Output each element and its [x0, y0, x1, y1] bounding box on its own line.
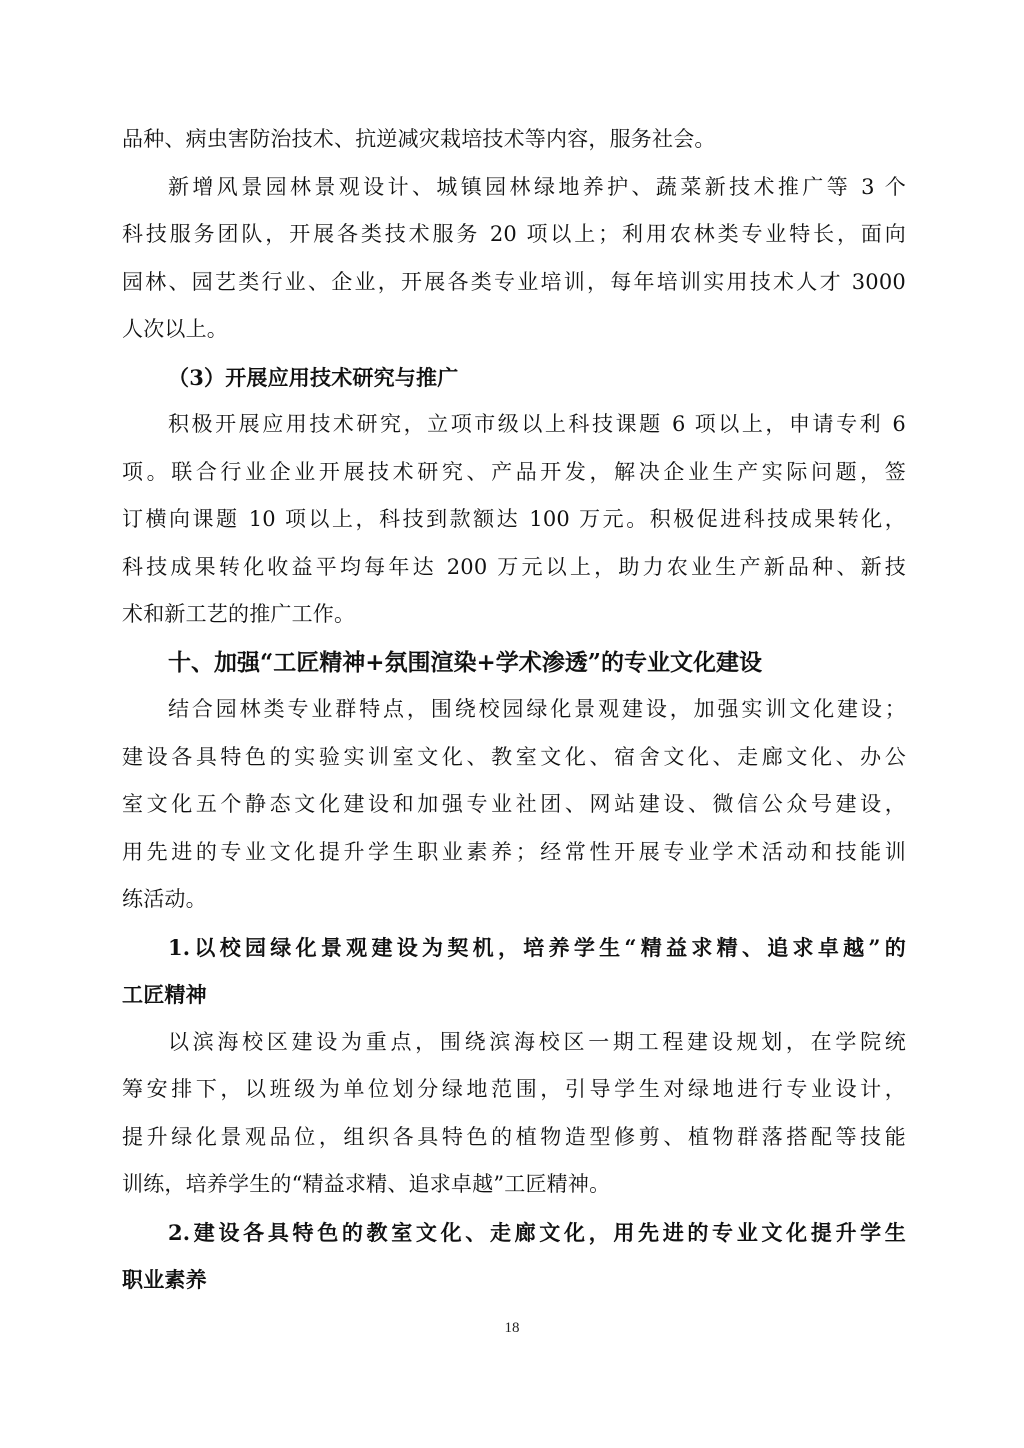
paragraph-line: 科技成果转化收益平均每年达 200 万元以上，助力农业生产新品种、新技 [122, 554, 906, 579]
paragraph-line: 积极开展应用技术研究，立项市级以上科技课题 6 项以上，申请专利 6 [168, 412, 906, 436]
page-number: 18 [504, 1320, 520, 1336]
subsection-heading: 职业素养 [122, 1267, 207, 1292]
section-heading: 十、加强“工匠精神+氛围渲染+学术渗透”的专业文化建设 [168, 648, 763, 676]
paragraph-line: 品种、病虫害防治技术、抗逆减灾栽培技术等内容，服务社会。 [122, 127, 716, 151]
subsection-heading: （3）开展应用技术研究与推广 [168, 364, 459, 390]
paragraph-line: 以滨海校区建设为重点，围绕滨海校区一期工程建设规划，在学院统 [168, 1029, 906, 1054]
paragraph-line: 训练，培养学生的“精益求精、追求卓越”工匠精神。 [122, 1172, 611, 1196]
paragraph-line: 订横向课题 10 项以上，科技到款额达 100 万元。积极促进科技成果转化， [122, 507, 906, 531]
subsection-heading: 1.以校园绿化景观建设为契机，培养学生“精益求精、追求卓越”的 [168, 934, 906, 960]
paragraph-line: 用先进的专业文化提升学生职业素养；经常性开展专业学术活动和技能训 [122, 839, 906, 864]
paragraph-line: 提升绿化景观品位，组织各具特色的植物造型修剪、植物群落搭配等技能 [122, 1124, 906, 1149]
subsection-heading: 2.建设各具特色的教室文化、走廊文化，用先进的专业文化提升学生 [168, 1219, 906, 1245]
paragraph-line: 结合园林类专业群特点，围绕校园绿化景观建设，加强实训文化建设； [168, 697, 906, 721]
paragraph-line: 建设各具特色的实验实训室文化、教室文化、宿舍文化、走廊文化、办公 [122, 744, 906, 769]
paragraph-line: 术和新工艺的推广工作。 [122, 602, 356, 626]
paragraph-line: 筹安排下，以班级为单位划分绿地范围，引导学生对绿地进行专业设计， [122, 1077, 906, 1101]
paragraph-line: 科技服务团队，开展各类技术服务 20 项以上；利用农林类专业特长，面向 [122, 222, 906, 246]
paragraph-line: 新增风景园林景观设计、城镇园林绿地养护、蔬菜新技术推广等 3 个 [168, 174, 906, 199]
paragraph-line: 园林、园艺类行业、企业，开展各类专业培训，每年培训实用技术人才 3000 [122, 269, 906, 294]
paragraph-line: 项。联合行业企业开展技术研究、产品开发，解决企业生产实际问题，签 [122, 459, 906, 484]
page-body [122, 116, 906, 1304]
paragraph-line: 人次以上。 [122, 317, 228, 341]
subsection-heading: 工匠精神 [122, 982, 207, 1007]
paragraph-line: 练活动。 [122, 887, 207, 911]
paragraph-line: 室文化五个静态文化建设和加强专业社团、网站建设、微信公众号建设， [122, 792, 906, 816]
